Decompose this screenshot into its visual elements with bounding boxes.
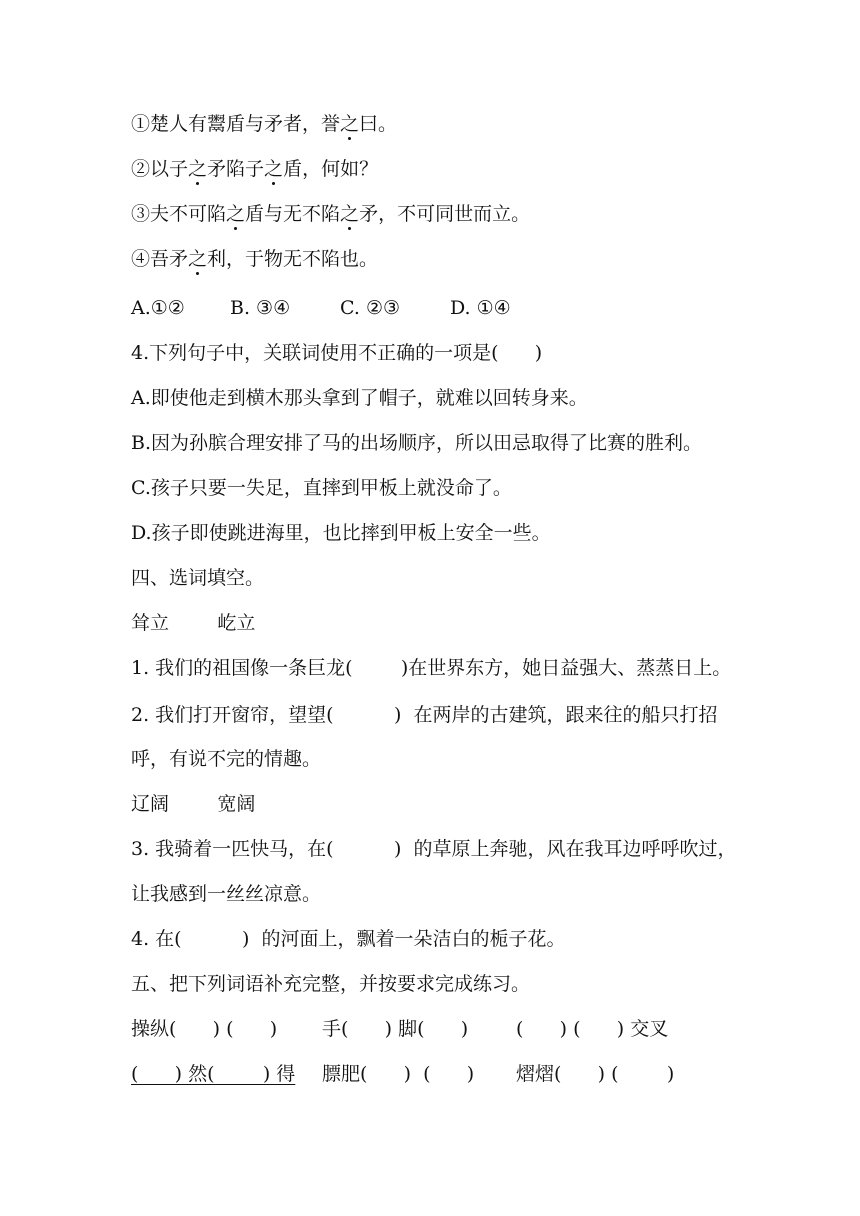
q4-option-a[interactable]: A.即使他走到横木那头拿到了帽子，就难以回转身来。 bbox=[131, 387, 588, 409]
q3-option-b[interactable]: B. ③④ bbox=[230, 297, 291, 319]
q3-option-c[interactable]: C. ②③ bbox=[340, 297, 401, 319]
word-choice-group-2: 辽阔 宽阔 bbox=[131, 793, 256, 815]
q4-option-c[interactable]: C.孩子只要一失足，直摔到甲板上就没命了。 bbox=[131, 477, 512, 499]
emphasis-char: 之 bbox=[226, 203, 246, 225]
q3-item-2-tail: 盾，何如？ bbox=[283, 158, 379, 180]
word-complete-4: ( ) 然( ) 得 bbox=[131, 1063, 296, 1085]
word-complete-1: 操纵( ) ( ) bbox=[131, 1018, 278, 1040]
q3-item-4-text: ④吾矛 bbox=[131, 248, 189, 270]
fill-sentence-2: 2. 我们打开窗帘，望望( ) 在两岸的古建筑，跟来往的船只打招 bbox=[131, 704, 718, 726]
q3-item-2-text: ②以子 bbox=[131, 158, 189, 180]
fill-sentence-4: 4. 在( ) 的河面上，飘着一朵洁白的栀子花。 bbox=[131, 928, 566, 950]
q3-item-1-text: ①楚人有鬻盾与矛者，誉 bbox=[131, 113, 341, 135]
q3-item-3-tail: 矛，不可同世而立。 bbox=[359, 203, 531, 225]
fill-sentence-3: 3. 我骑着一匹快马，在( ) 的草原上奔驰，风在我耳边呼呼吹过， bbox=[131, 838, 737, 860]
emphasis-char: 之 bbox=[188, 158, 208, 180]
q3-item-3-mid: 盾与无不陷 bbox=[245, 203, 341, 225]
section-5-title: 五、把下列词语补充完整，并按要求完成练习。 bbox=[131, 973, 531, 995]
word-complete-5: 膘肥( ) ( ) bbox=[322, 1063, 475, 1085]
q3-option-d[interactable]: D. ①④ bbox=[450, 297, 511, 319]
q4-option-b[interactable]: B.因为孙膑合理安排了马的出场顺序，所以田忌取得了比赛的胜利。 bbox=[131, 432, 703, 454]
emphasis-char: 之 bbox=[188, 248, 208, 270]
word-complete-2: 手( ) 脚( ) bbox=[322, 1018, 469, 1040]
word-choice-group-1: 耸立 屹立 bbox=[131, 612, 256, 634]
q3-item-3-text: ③夫不可陷 bbox=[131, 203, 227, 225]
emphasis-char: 之 bbox=[340, 113, 360, 135]
q3-item-4-tail: 利，于物无不陷也。 bbox=[207, 248, 379, 270]
emphasis-char: 之 bbox=[264, 158, 284, 180]
emphasis-char: 之 bbox=[340, 203, 360, 225]
q4-stem: 4.下列句子中，关联词使用不正确的一项是( ) bbox=[131, 342, 543, 364]
fill-sentence-3-cont: 让我感到一丝丝凉意。 bbox=[131, 883, 322, 905]
section-4-title: 四、选词填空。 bbox=[131, 567, 265, 589]
q3-item-2 bbox=[131, 157, 378, 181]
q4-option-d[interactable]: D.孩子即使跳进海里，也比摔到甲板上安全一些。 bbox=[131, 522, 551, 544]
word-complete-6: 熠熠( ) ( ) bbox=[516, 1063, 675, 1085]
q3-item-1-tail: 曰。 bbox=[359, 113, 398, 135]
word-complete-3: ( ) ( ) 交叉 bbox=[516, 1018, 669, 1040]
fill-sentence-1: 1. 我们的祖国像一条巨龙( )在世界东方，她日益强大、蒸蒸日上。 bbox=[131, 657, 732, 679]
q3-item-2-mid: 矛陷子 bbox=[207, 158, 265, 180]
q3-item-4 bbox=[131, 247, 378, 271]
q3-option-a[interactable]: A.①② bbox=[131, 297, 185, 319]
q3-item-1 bbox=[131, 112, 397, 136]
q3-item-3 bbox=[131, 202, 530, 226]
fill-sentence-2-cont: 呼，有说不完的情趣。 bbox=[131, 748, 322, 770]
